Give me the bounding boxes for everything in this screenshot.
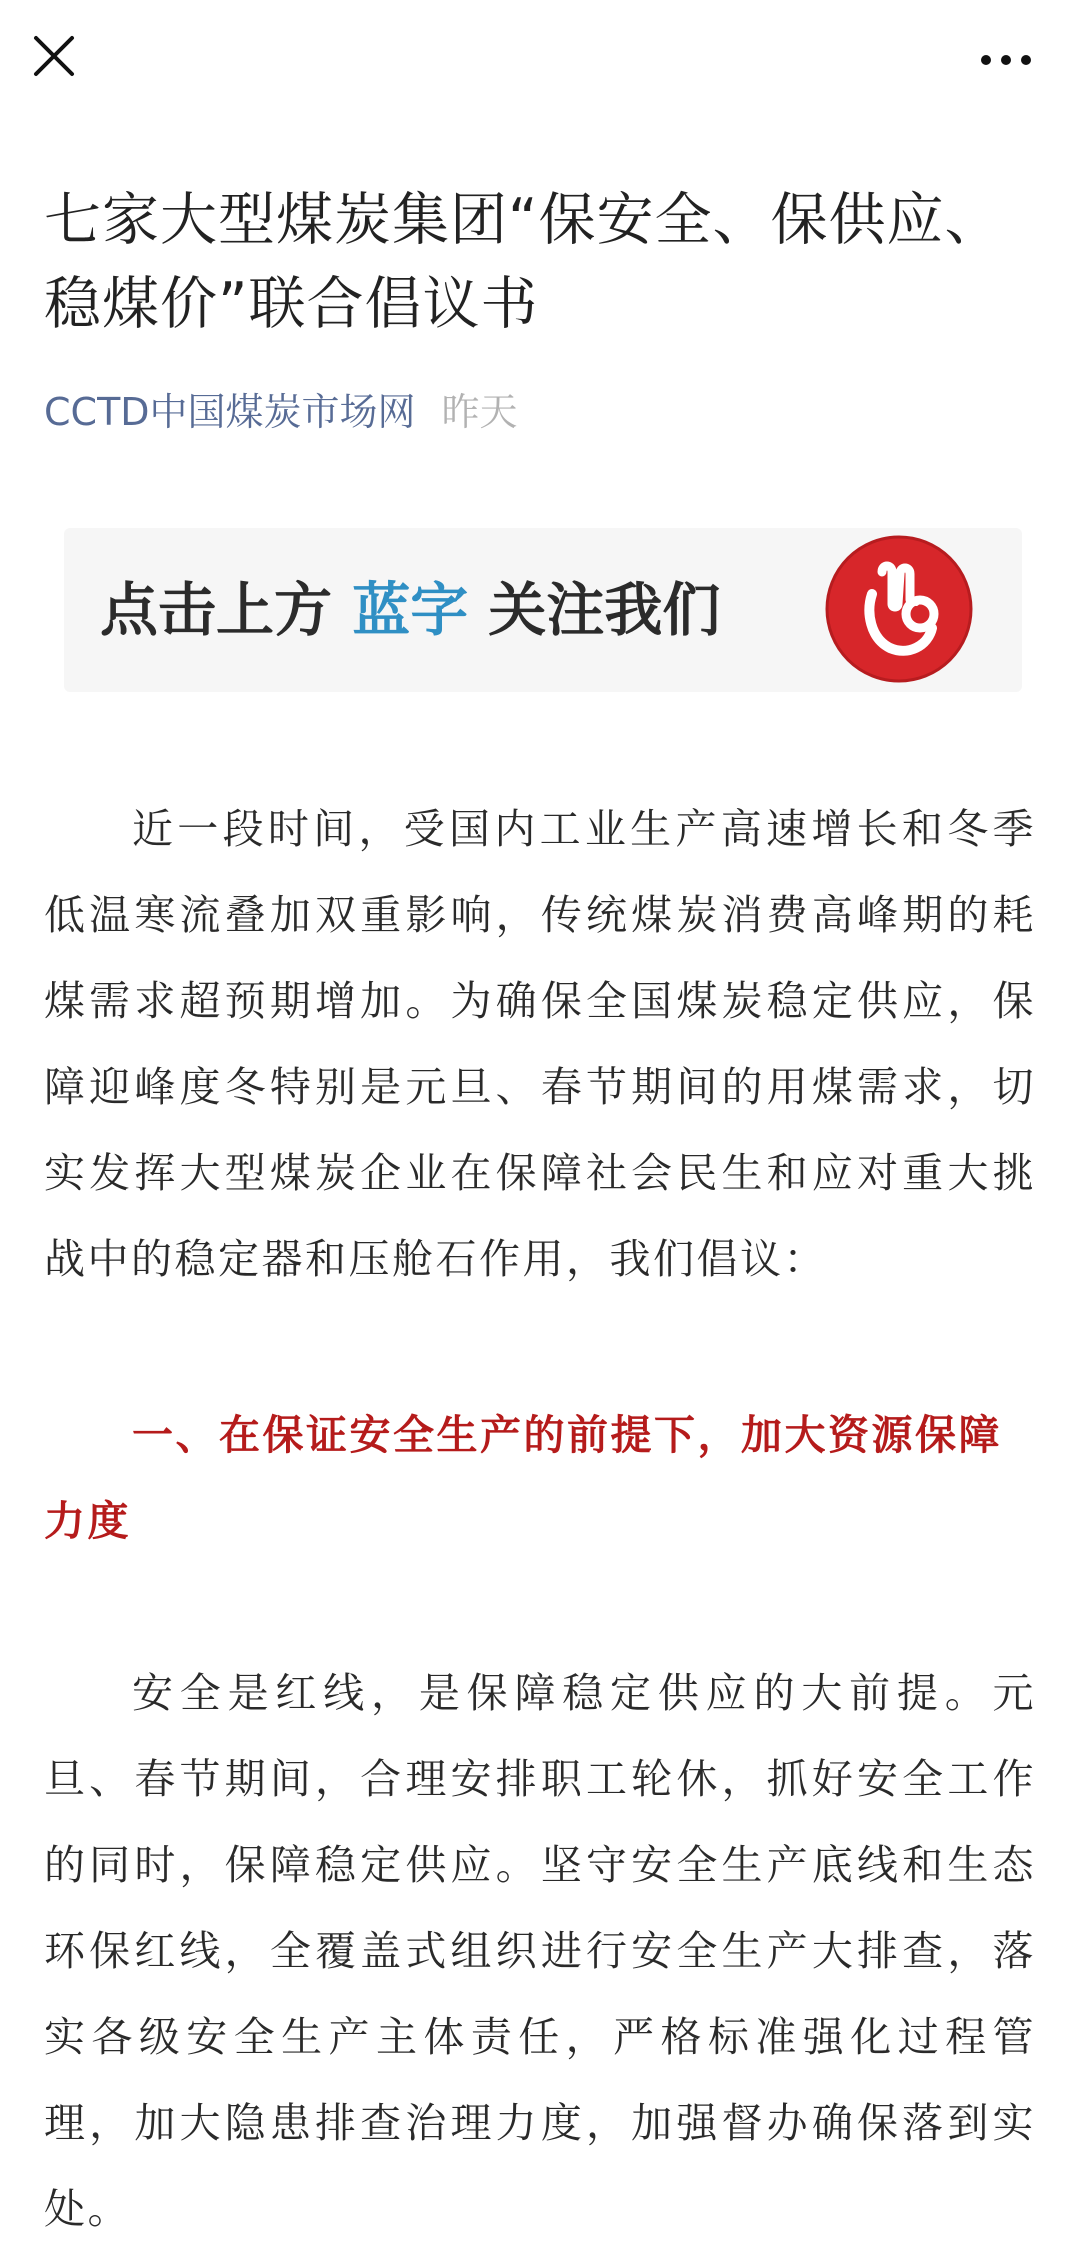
top-navigation-bar — [0, 0, 1080, 130]
account-name-link[interactable]: CCTD中国煤炭市场网 — [44, 390, 416, 434]
follow-banner[interactable] — [64, 528, 1022, 692]
ok-hand-icon — [824, 534, 974, 684]
article-paragraph-safety: 安全是红线，是保障稳定供应的大前提。元旦、春节期间，合理安排职工轮休，抓好安全工作的同时，保障稳定供应。坚守安全生产底线和生态环保红线，全覆盖式组织进行安全生产大排查，落实各级安全生产主体责任，严格标准强化过程管理，加大隐患排查治理力度，加强督办确保落到实处。 — [44, 1669, 1036, 2233]
article-meta — [44, 382, 518, 442]
follow-text-part1: 点击上方 — [100, 576, 353, 644]
follow-text-part3: 关注我们 — [468, 576, 721, 644]
publish-date: 昨天 — [441, 390, 518, 434]
follow-banner-text — [100, 570, 720, 650]
close-icon[interactable] — [28, 30, 80, 82]
section-heading-1: 一、在保证安全生产的前提下，加大资源保障力度 — [44, 1411, 1002, 1545]
article-title: 七家大型煤炭集团“保安全、保供应、稳煤价”联合倡议书 — [44, 187, 1003, 337]
more-icon[interactable] — [976, 40, 1036, 80]
article-paragraph-intro: 近一段时间，受国内工业生产高速增长和冬季低温寒流叠加双重影响，传统煤炭消费高峰期的耗煤需求超预期增加。为确保全国煤炭稳定供应，保障迎峰度冬特别是元旦、春节期间的用煤需求，切实发挥大型煤炭企业在保障社会民生和应对重大挑战中的稳定器和压舱石作用，我们倡议： — [44, 805, 1036, 1283]
follow-text-highlight: 蓝字 — [352, 576, 469, 644]
